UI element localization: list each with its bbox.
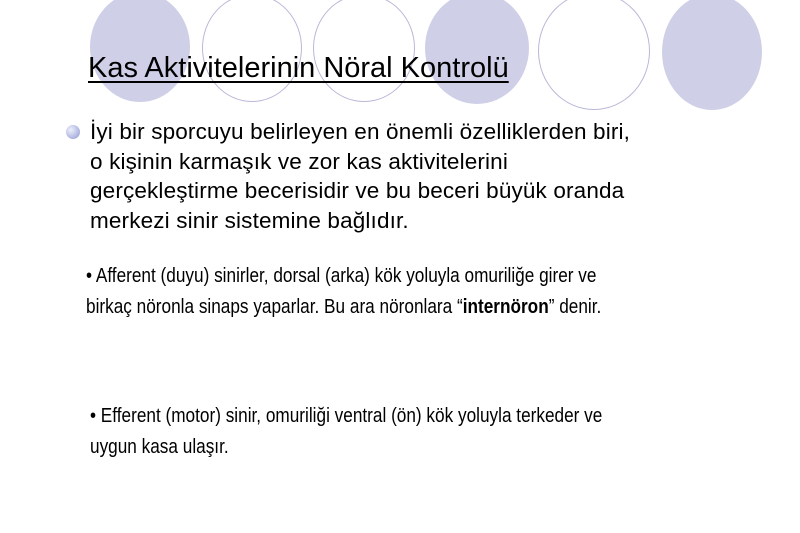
decor-circle-6 bbox=[662, 0, 762, 110]
main-paragraph bbox=[90, 117, 770, 235]
afferent-note bbox=[86, 261, 601, 323]
decor-circle-5 bbox=[538, 0, 650, 110]
bullet-icon bbox=[66, 125, 80, 139]
slide-title: Kas Aktivitelerinin Nöral Kontrolü bbox=[88, 52, 509, 84]
paragraph-line: o kişinin karmaşık ve zor kas aktivitelerini bbox=[90, 148, 508, 174]
paragraph-line: gerçekleştirme becerisidir ve bu beceri büyük oranda bbox=[90, 178, 625, 203]
efferent-line-2: uygun kasa ulaşır. bbox=[90, 436, 229, 458]
efferent-note bbox=[90, 401, 602, 463]
decor-circle-2 bbox=[202, 0, 302, 102]
paragraph-line: merkezi sinir sistemine bağlıdır. bbox=[90, 207, 409, 233]
internoron-term: internöron bbox=[462, 296, 549, 318]
decor-circle-3 bbox=[313, 0, 415, 102]
afferent-line-2-start: birkaç nöronla sinaps yaparlar. Bu ara nöronlara “ bbox=[86, 296, 463, 318]
efferent-line-1: • Efferent (motor) sinir, omuriliği ventral (ön) kök yoluyla terkeder ve bbox=[90, 405, 603, 427]
paragraph-line: İyi bir sporcuyu belirleyen en önemli özelliklerden biri, bbox=[90, 119, 631, 144]
afferent-line-2 bbox=[86, 292, 601, 323]
afferent-line-2-end: ” denir. bbox=[548, 296, 602, 318]
afferent-line-1: • Afferent (duyu) sinirler, dorsal (arka) kök yoluyla omuriliğe girer ve bbox=[86, 265, 597, 287]
decor-circle-1 bbox=[90, 0, 190, 102]
